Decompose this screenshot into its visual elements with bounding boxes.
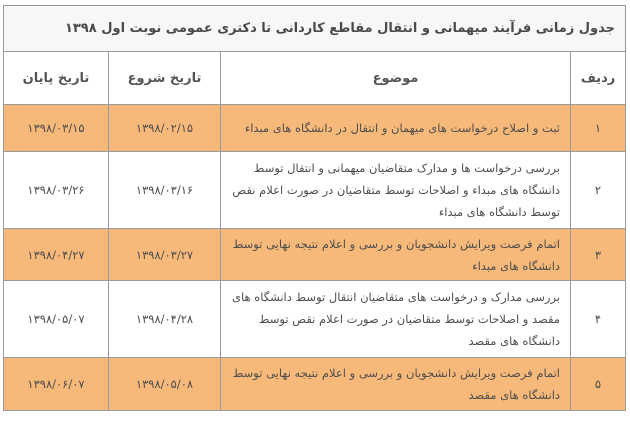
table-row	[4, 152, 626, 229]
header-start-date: تاریخ شروع	[109, 52, 221, 105]
table-title: جدول زمانی فرآیند میهمانی و انتقال مقاطع کاردانی تا دکتری عمومی نوبت اول ۱۳۹۸	[4, 6, 626, 52]
row-end-date: ۱۳۹۸/۰۳/۲۶	[4, 152, 109, 229]
row-start-date: ۱۳۹۸/۰۵/۰۸	[109, 358, 221, 411]
row-start-date: ۱۳۹۸/۰۲/۱۵	[109, 105, 221, 152]
schedule-table	[3, 5, 626, 411]
row-end-date: ۱۳۹۸/۰۴/۲۷	[4, 229, 109, 281]
header-end-date: تاریخ پایان	[4, 52, 109, 105]
row-end-date: ۱۳۹۸/۰۳/۱۵	[4, 105, 109, 152]
row-index: ۲	[571, 152, 626, 229]
row-index: ۵	[571, 358, 626, 411]
row-end-date: ۱۳۹۸/۰۵/۰۷	[4, 281, 109, 358]
row-topic: بررسی مدارک و درخواست های متقاضیان انتقال توسط دانشگاه های مقصد و اصلاحات توسط متقاضیان در صورت اعلام نقص توسط دانشگاه های مقصد	[221, 281, 571, 358]
row-topic: بررسی درخواست ها و مدارک متقاضیان میهمانی و انتقال توسط دانشگاه های مبداء و اصلاحات توسط متقاضیان در صورت اعلام نقص توسط دانشگاه های مبداء	[221, 152, 571, 229]
schedule-table-container	[3, 5, 625, 411]
row-start-date: ۱۳۹۸/۰۴/۲۸	[109, 281, 221, 358]
row-topic: اتمام فرصت ویرایش دانشجویان و بررسی و اعلام نتیجه نهایی توسط دانشگاه های مبداء	[221, 229, 571, 281]
row-topic: ثبت و اصلاح درخواست های میهمان و انتقال در دانشگاه های مبداء	[221, 105, 571, 152]
row-start-date: ۱۳۹۸/۰۳/۲۷	[109, 229, 221, 281]
table-row	[4, 358, 626, 411]
header-row	[4, 52, 626, 105]
row-index: ۳	[571, 229, 626, 281]
row-index: ۱	[571, 105, 626, 152]
row-start-date: ۱۳۹۸/۰۳/۱۶	[109, 152, 221, 229]
row-end-date: ۱۳۹۸/۰۶/۰۷	[4, 358, 109, 411]
header-topic: موضوع	[221, 52, 571, 105]
row-index: ۴	[571, 281, 626, 358]
row-topic: اتمام فرصت ویرایش دانشجویان و بررسی و اعلام نتیجه نهایی توسط دانشگاه های مقصد	[221, 358, 571, 411]
header-index: ردیف	[571, 52, 626, 105]
table-row	[4, 105, 626, 152]
table-row	[4, 281, 626, 358]
table-row	[4, 229, 626, 281]
